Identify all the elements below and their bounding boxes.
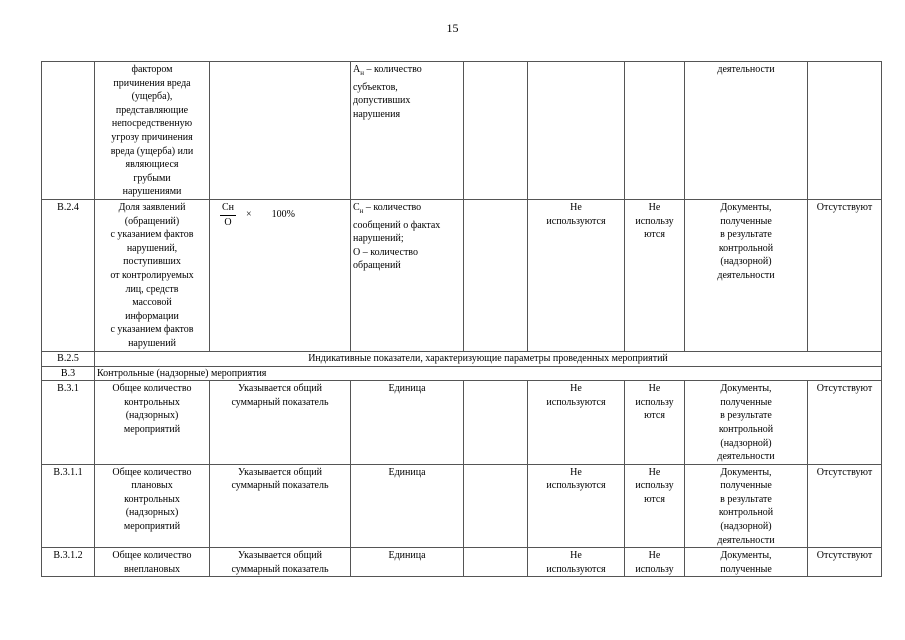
cell-unit: Единица — [351, 464, 464, 548]
cell-formula — [210, 62, 351, 200]
formula-numerator: Сн — [220, 201, 236, 216]
table-row — [42, 464, 882, 548]
cell-formula: Указывается общий суммарный показатель — [210, 381, 351, 465]
cell-empty — [464, 464, 528, 548]
cell-indicator-name: Общее количество контрольных (надзорных) мероприятий — [95, 381, 210, 465]
cell-empty — [464, 548, 528, 577]
cell-empty — [464, 381, 528, 465]
section-row — [42, 366, 882, 381]
cell-variables: $А_н$ – количество субъектов, допустивших нарушения — [351, 62, 464, 200]
table-row — [42, 199, 882, 351]
cell-formula: Указывается общий суммарный показатель — [210, 464, 351, 548]
cell-empty — [464, 62, 528, 200]
formula-percent: 100% — [271, 208, 296, 220]
cell-target2: Не использу ются — [625, 199, 685, 351]
table-row — [42, 548, 882, 577]
page-number: 15 — [446, 21, 459, 35]
cell-indicator-name: Общее количество внеплановых — [95, 548, 210, 577]
cell-code: В.3.1.2 — [42, 548, 95, 577]
cell-source: Документы, полученные в результате контрольной (надзорной) деятельности — [685, 381, 808, 465]
cell-indicator-name: Общее количество плановых контрольных (надзорных) мероприятий — [95, 464, 210, 548]
cell-target: Не используются — [528, 199, 625, 351]
cell-formula — [210, 199, 351, 351]
cell-code: В.3 — [42, 366, 95, 381]
section-title: Индикативные показатели, характеризующие параметры проведенных мероприятий — [95, 351, 882, 366]
cell-unit: Единица — [351, 381, 464, 465]
table-row — [42, 381, 882, 465]
cell-last — [808, 62, 882, 200]
cell-source: деятельности — [685, 62, 808, 200]
cell-last: Отсутствуют — [808, 548, 882, 577]
cell-target: Не используются — [528, 381, 625, 465]
cell-code — [42, 62, 95, 200]
formula-denominator: О — [224, 216, 232, 228]
cell-code: В.2.4 — [42, 199, 95, 351]
cell-indicator-name: фактором причинения вреда (ущерба), представляющие непосредственную угрозу причинения вреда (ущерба) или являющиеся грубыми нарушениями — [95, 62, 210, 200]
cell-unit: Единица — [351, 548, 464, 577]
cell-code: В.2.5 — [42, 351, 95, 366]
indicators-table — [41, 61, 882, 577]
cell-last: Отсутствуют — [808, 464, 882, 548]
cell-target2 — [625, 62, 685, 200]
cell-source: Документы, полученные — [685, 548, 808, 577]
formula-fraction — [220, 201, 236, 229]
cell-source: Документы, полученные в результате контрольной (надзорной) деятельности — [685, 199, 808, 351]
cell-target: Не используются — [528, 548, 625, 577]
cell-target2: Не использу ются — [625, 381, 685, 465]
table-row — [42, 62, 882, 200]
cell-source: Документы, полученные в результате контрольной (надзорной) деятельности — [685, 464, 808, 548]
cell-formula: Указывается общий суммарный показатель — [210, 548, 351, 577]
cell-empty — [464, 199, 528, 351]
cell-indicator-name: Доля заявлений (обращений) с указанием фактов нарушений, поступивших от контролируемых лиц, средств массовой информации с указанием фактов нарушений — [95, 199, 210, 351]
cell-target: Не используются — [528, 464, 625, 548]
formula-times: × — [246, 208, 252, 220]
cell-last: Отсутствуют — [808, 381, 882, 465]
cell-target2: Не использу — [625, 548, 685, 577]
formula — [212, 201, 348, 229]
cell-target2: Не использу ются — [625, 464, 685, 548]
cell-target — [528, 62, 625, 200]
cell-code: В.3.1.1 — [42, 464, 95, 548]
section-row — [42, 351, 882, 366]
section-title: Контрольные (надзорные) мероприятия — [95, 366, 882, 381]
cell-code: В.3.1 — [42, 381, 95, 465]
cell-last: Отсутствуют — [808, 199, 882, 351]
cell-variables: $С_н$ – количество сообщений о фактах нарушений; О – количество обращений — [351, 199, 464, 351]
